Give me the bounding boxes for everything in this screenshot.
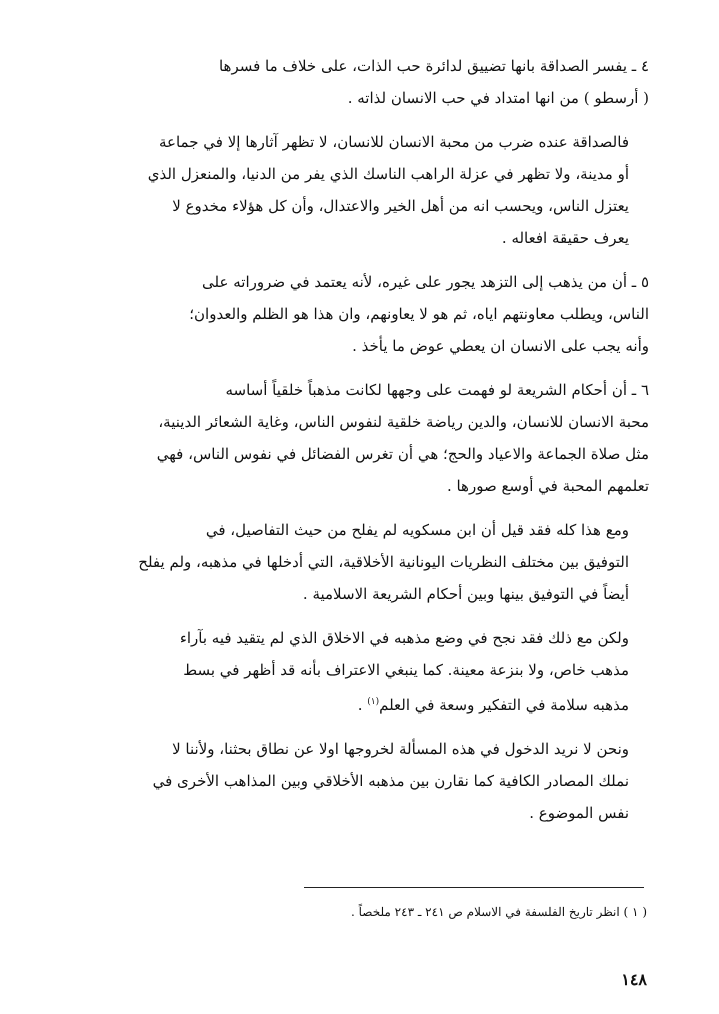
text-line: نفس الموضوع . (529, 804, 629, 822)
text-line: محبة الانسان للانسان، والدين رياضة خلقية لنفوس الناس، وغاية الشعائر الدينية، (158, 413, 649, 431)
paragraph-3 (70, 266, 649, 362)
text-line: ومع هذا كله فقد قيل أن ابن مسكويه لم يفلح من حيث التفاصيل، في (205, 521, 629, 539)
text-line: نملك المصادر الكافية كما نقارن بين مذهبه الأخلاقي وبين المذاهب الأخرى في (152, 772, 629, 790)
paragraph-4 (70, 374, 649, 502)
text-line: يعرف حقيقة افعاله . (501, 229, 629, 247)
text-line: أو مدينة، ولا تظهر في عزلة الراهب الناسك الذي يفر من الدنيا، والمنعزل الذي (147, 165, 629, 183)
text-line: ٥ ـ أن من يذهب إلى التزهد يجور على غيره، لأنه يعتمد في ضروراته على (202, 273, 649, 291)
text-line: أيضاً في التوفيق بينها وبين أحكام الشريعة الاسلامية . (302, 585, 629, 603)
text-line: الناس، ويطلب معاونتهم اياه، ثم هو لا يعاونهم، وان هذا هو الظلم والعدوان؛ (189, 305, 649, 323)
footnote: ( ١ ) انظر تاريخ الفلسفة في الاسلام ص ٢٤١ ـ ٢٤٣ ملخصاً . (351, 905, 647, 919)
page-number: ١٤٨ (621, 970, 647, 989)
page-body (70, 50, 649, 841)
paragraph-6 (70, 622, 649, 721)
footnote-divider (304, 887, 644, 888)
text-line: تعلمهم المحبة في أوسع صورها . (446, 477, 649, 495)
paragraph-5 (70, 514, 649, 610)
text-line: ٦ ـ أن أحكام الشريعة لو فهمت على وجهها لكانت مذهباً خلقياً أساسه (225, 381, 649, 399)
paragraph-2 (70, 126, 649, 254)
text-fragment: مذهبه سلامة في التفكير وسعة في العلم (379, 696, 629, 714)
paragraph-1 (70, 50, 649, 114)
text-fragment: . (357, 696, 368, 714)
paragraph-7 (70, 733, 649, 829)
text-line: ( أرسطو ) من انها امتداد في حب الانسان لذاته . (347, 89, 649, 107)
text-line: مثل صلاة الجماعة والاعياد والحج؛ هي أن تغرس الفضائل في نفوس الناس، فهي (156, 445, 649, 463)
text-line: ونحن لا نريد الدخول في هذه المسألة لخروجها اولا عن نطاق بحثنا، ولأننا لا (172, 740, 629, 758)
text-line: ولكن مع ذلك فقد نجح في وضع مذهبه في الاخلاق الذي لم يتقيد فيه بآراء (179, 629, 629, 647)
text-line-with-footnote (70, 686, 649, 721)
text-line: وأنه يجب على الانسان ان يعطي عوض ما يأخذ . (352, 337, 649, 355)
text-line: ٤ ـ يفسر الصداقة بانها تضييق لدائرة حب الذات، على خلاف ما فسرها (218, 57, 649, 75)
text-line: مذهب خاص، ولا بنزعة معينة. كما ينبغي الاعتراف بأنه قد أظهر في بسط (183, 661, 629, 679)
footnote-ref: (١) (367, 697, 380, 707)
text-line: التوفيق بين مختلف النظريات اليونانية الأخلاقية، التي أدخلها في مذهبه، ولم يفلح (138, 553, 629, 571)
text-line: يعتزل الناس، ويحسب انه من أهل الخير والاعتدال، وأن كل هؤلاء مخدوع لا (172, 197, 629, 215)
text-line: فالصداقة عنده ضرب من محبة الانسان للانسان، لا تظهر آثارها إلا في جماعة (158, 133, 629, 151)
